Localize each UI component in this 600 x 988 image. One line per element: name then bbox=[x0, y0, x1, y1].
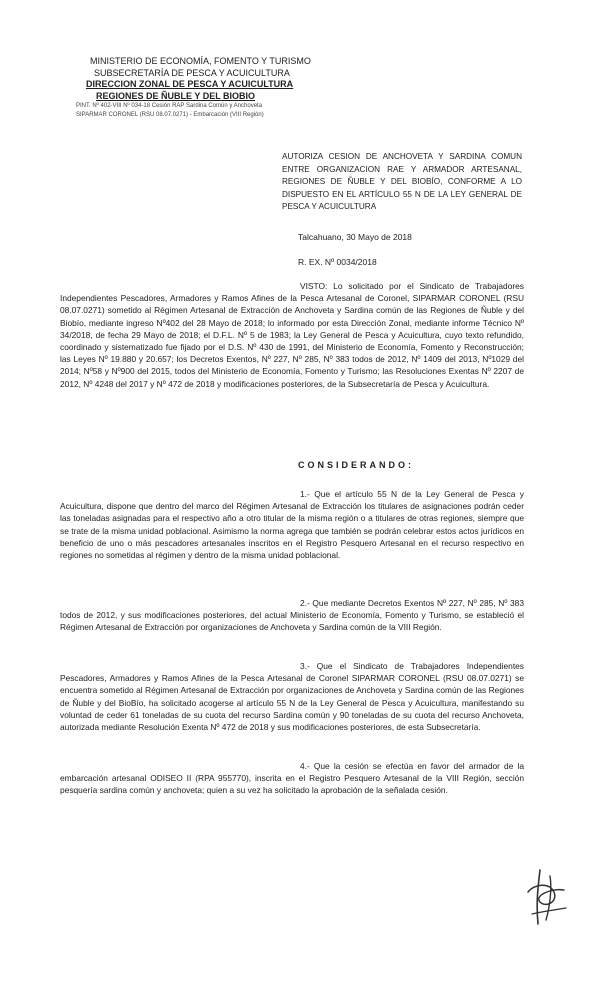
reference-line-1: PINT. Nº 402-VIII Nº 034-18 Cesión RAP Sardina Común y Anchoveta bbox=[76, 103, 263, 109]
letterhead bbox=[64, 56, 364, 120]
considerando-paragraph-4 bbox=[60, 760, 524, 797]
resolution-number: R. EX. Nº 0034/2018 bbox=[298, 257, 377, 267]
ministry-name: MINISTERIO DE ECONOMÍA, FOMENTO Y TURISMO bbox=[90, 56, 311, 66]
considerando-paragraph-3 bbox=[60, 660, 524, 733]
city-date: Talcahuano, 30 Mayo de 2018 bbox=[298, 232, 412, 242]
paragraph-text: 4.- Que la cesión se efectúa en favor del armador de la embarcación artesanal ODISEO II (RPA 955770), inscrita en el Registro Pesquero Artesanal de la VIII Región, sección pesquería sardina común y anchoveta; quien a su vez ha solicitado la aprobación de la señalada cesión. bbox=[60, 761, 524, 796]
paragraph-text: 2.- Que mediante Decretos Exentos Nº 227, Nº 285, Nº 383 todos de 2012, y sus modificaciones posteriores, del actual Ministerio de Economía, Fomento y Turismo, se estableció el Régimen Artesanal de Extracción por organizaciones de Anchoveta y Sardina común de la VIII Región. bbox=[60, 598, 524, 633]
resolution-subject: AUTORIZA CESION DE ANCHOVETA Y SARDINA COMUN ENTRE ORGANIZACION RAE Y ARMADOR ARTESANAL, REGIONES DE ÑUBLE Y DEL BIOBÍO, CONFORME A LO DISPUESTO EN EL ARTÍCULO 55 N DE LA LEY GENERAL DE PESCA Y ACUICULTURA bbox=[282, 152, 522, 211]
regions-name: REGIONES DE ÑUBLE Y DEL BIOBIO bbox=[96, 90, 256, 101]
considerando-heading: CONSIDERANDO: bbox=[298, 460, 415, 470]
visto-paragraph bbox=[60, 280, 524, 390]
paragraph-text: 1.- Que el artículo 55 N de la Ley General de Pesca y Acuicultura, dispone que dentro del marco del Régimen Artesanal de Extracción los titulares de asignaciones podrán ceder las toneladas asignadas para el respectivo año a otro titular de la misma región o a titulares de otras regiones, siempre que se trate de la misma unidad poblacional. Asimismo la norma agrega que también se podrán celebrar estos actos jurídicos en beneficio de uno o más pescadores artesanales inscritos en el Registro Pesquero Artesanal en el recurso respectivo en regiones no sometidas al régimen y dentro de la misma unidad poblacional. bbox=[60, 489, 524, 561]
reference-line-2: SIPARMAR CORONEL (RSU 08.07.0271) - Embarcación (VIII Región) bbox=[76, 112, 264, 118]
considerando-paragraph-1 bbox=[60, 488, 524, 561]
handwritten-initials bbox=[520, 862, 576, 932]
zonal-direction-name: DIRECCION ZONAL DE PESCA Y ACUICULTURA bbox=[86, 79, 294, 89]
paragraph-text: 3.- Que el Sindicato de Trabajadores Independientes Pescadores, Armadores y Ramos Afines de la Pesca Artesanal de Coronel SIPARMAR CORONEL (RSU 08.07.0271) se encuentra sometido al Régimen Artesanal de Extracción por organizaciones de Anchoveta y Sardina común de las Regiones de Ñuble y del BioBío, ha solicitado acogerse al artículo 55 N de la Ley General de Pesca y Acuicultura, manifestando su voluntad de ceder 61 toneladas de su cuota del recurso Sardina común y 90 toneladas de su cuota del recurso Anchoveta, autorizada mediante Resolución Exenta Nº 472 de 2018 y sus modificaciones posteriores, de esta Subsecretaría. bbox=[60, 661, 524, 733]
subsecretariat-name: SUBSECRETARÍA DE PESCA Y ACUICULTURA bbox=[94, 67, 290, 78]
visto-text: VISTO: Lo solicitado por el Sindicato de Trabajadores Independientes Pescadores, Armadores y Ramos Afines de la Pesca Artesanal de Coronel, SIPARMAR CORONEL (RSU 08.07.0271) sometido al Régimen Artesanal de Extracción de Anchoveta y Sardina común de las Regiones de Ñuble y del Biobío, mediante ingreso Nº402 del 28 Mayo de 2018; lo informado por esta Dirección Zonal, mediante informe Técnico Nº 34/2018, de fecha 29 Mayo de 2018; el D.F.L. Nº 5 de 1983; la Ley General de Pesca y Acuicultura, cuyo texto refundido, coordinado y sistematizado fue fijado por el D.S. Nº 430 de 1991, del Ministerio de Economía, Fomento y Reconstrucción; las Leyes Nº 19.880 y 20.657; los Decretos Exentos, Nº 227, Nº 285, Nº 383 todos de 2012, Nº 1409 del 2013, Nº1029 del 2014; Nº58 y Nº900 del 2015, todos del Ministerio de Economía, Fomento y Turismo; las Resoluciones Exentas Nº 2207 de 2012, Nº 4248 del 2017 y Nº 472 de 2018 y modificaciones posteriores, de la Subsecretaría de Pesca y Acuicultura. bbox=[60, 281, 524, 389]
considerando-paragraph-2 bbox=[60, 597, 524, 634]
